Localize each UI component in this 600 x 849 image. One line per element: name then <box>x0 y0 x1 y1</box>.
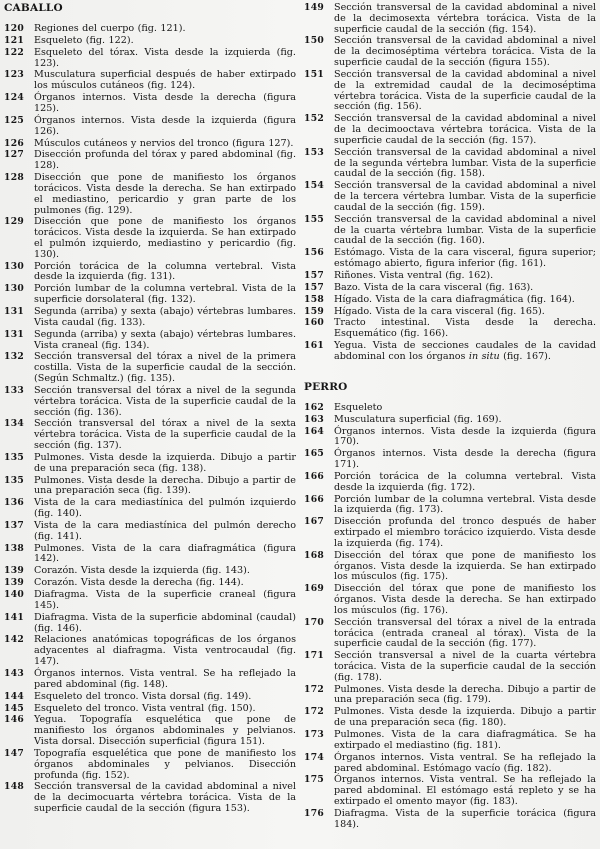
entry-page-number: 165 <box>304 448 325 460</box>
index-entry <box>304 449 596 471</box>
entry-description: Porción lumbar de la columna vertebral. Vista desde la izquierda (fig. 173). <box>334 493 596 516</box>
entry-description: Pulmones. Vista de la cara diafragmática (figura 142). <box>34 542 296 565</box>
entry-page-number: 139 <box>4 577 25 589</box>
index-entry <box>4 749 296 781</box>
entry-description: Órganos internos. Vista desde la izquierda (figura 126). <box>34 114 296 137</box>
entry-description: Musculatura superficial después de haber extirpado los músculos cutáneos (fig. 124). <box>34 69 296 92</box>
index-entry <box>4 635 296 667</box>
entry-description: Esqueleto del tórax. Vista desde la izquierda (fig. 123). <box>34 46 296 69</box>
entry-description: Sección transversal de la cavidad abdominal a nivel de la decimoséptima vértebra torácica. Vista de la superficie caudal de la sección (figura 155). <box>334 35 596 69</box>
entry-page-number: 175 <box>304 774 325 786</box>
index-entry <box>4 613 296 635</box>
entry-description: Disección que pone de manifiesto los órganos torácicos. Vista desde la derecha. Se han extirpado el mediastino, pericardio y gran parte de los pulmones (fig. 129). <box>34 172 296 216</box>
entry-description: Esqueleto del tronco. Vista dorsal (fig. 149). <box>34 690 252 702</box>
index-entry <box>304 707 596 729</box>
entry-page-number: 154 <box>304 180 325 192</box>
entry-page-number: 168 <box>304 549 325 561</box>
entry-description: Porción lumbar de la columna vertebral. Vista de la superficie dorsolateral (fig. 132). <box>34 283 296 306</box>
entry-description: Regiones del cuerpo (fig. 121). <box>34 23 186 34</box>
index-entry <box>4 48 296 70</box>
entry-description: Esqueleto (fig. 122). <box>34 34 134 46</box>
index-entry <box>4 419 296 451</box>
entry-page-number: 143 <box>4 667 25 679</box>
entry-description: Sección transversal del tórax a nivel de la sexta vértebra torácica. Vista de la superficie caudal de la sección (fig. 137). <box>34 418 296 451</box>
entry-page-number: 174 <box>304 751 325 763</box>
index-entry <box>304 70 596 113</box>
index-entry <box>304 3 596 35</box>
entry-description-part: Yegua. Vista de secciones caudales de la cavidad abdominal con los órganos <box>334 340 596 362</box>
index-entry <box>304 427 596 449</box>
index-entry <box>304 341 596 363</box>
entry-page-number: 133 <box>4 384 25 396</box>
entry-page-number: 160 <box>304 317 325 329</box>
entry-description: Sección transversal de la cavidad abdominal a nivel de la decimooctava vértebra torácica. Vista de la superficie caudal de la sección (fig. 157). <box>334 113 596 146</box>
entry-description: Disección que pone de manifiesto los órganos torácicos. Vista desde la izquierda. Se han extirpado el pulmón izquierdo, mediastino y pericardio (fig. 130). <box>34 216 296 260</box>
entry-page-number: 151 <box>304 68 325 80</box>
entry-page-number: 169 <box>304 583 325 595</box>
entry-page-number: 158 <box>304 293 325 305</box>
entry-page-number: 167 <box>304 516 325 528</box>
entry-description: Corazón. Vista desde la derecha (fig. 144). <box>34 577 244 589</box>
perro-entry-list <box>304 403 596 831</box>
entry-page-number: 144 <box>4 690 25 702</box>
right-column <box>304 3 596 832</box>
entry-page-number: 134 <box>4 418 25 430</box>
entry-page-number: 161 <box>304 340 325 352</box>
entry-description: Órganos internos. Vista desde la izquierda (figura 170). <box>334 425 596 448</box>
index-entry <box>304 307 596 318</box>
entry-page-number: 155 <box>304 213 325 225</box>
entry-description: Riñones. Vista ventral (fig. 162). <box>334 269 494 281</box>
entry-page-number: 132 <box>4 351 25 363</box>
entry-description: Esqueleto del tronco. Vista ventral (fig. 150). <box>34 702 256 714</box>
entry-page-number: 135 <box>4 451 25 463</box>
entry-page-number: 148 <box>4 781 25 793</box>
entry-page-number: 166 <box>304 493 325 505</box>
entry-description: Diafragma. Vista de la superficie torácica (figura 184). <box>334 807 596 830</box>
entry-description: Segunda (arriba) y sexta (abajo) vértebras lumbares. Vista caudal (fig. 133). <box>34 306 296 328</box>
entry-description: Sección transversal de la cavidad abdominal a nivel de la tercera vértebra lumbar. Vista de la superficie caudal de la sección (fig. 159). <box>334 180 596 213</box>
entry-page-number: 172 <box>304 706 325 718</box>
entry-page-number: 126 <box>4 137 25 149</box>
index-entry <box>304 753 596 775</box>
entry-description: Disección profunda del tronco después de haber extirpado el miembro torácico izquierdo. Vista desde la izquierda (fig. 174). <box>334 516 596 549</box>
index-entry <box>304 403 596 414</box>
caballo-entry-list-continued <box>304 3 596 363</box>
entry-page-number: 157 <box>304 269 325 281</box>
index-entry <box>4 352 296 384</box>
index-entry <box>304 148 596 180</box>
index-entry <box>4 307 296 329</box>
index-entry <box>4 284 296 306</box>
section-heading-perro: PERRO <box>304 380 348 393</box>
index-entry <box>4 24 296 35</box>
entry-page-number: 141 <box>4 611 25 623</box>
entry-page-number: 163 <box>304 413 325 425</box>
entry-page-number: 139 <box>4 565 25 577</box>
entry-description: Vista de la cara mediastínica del pulmón derecho (fig. 141). <box>34 519 296 542</box>
entry-page-number: 124 <box>4 92 25 104</box>
entry-description: Pulmones. Vista desde la izquierda. Dibujo a partir de una preparación seca (fig. 180). <box>334 706 596 729</box>
index-entry <box>304 415 596 426</box>
index-entry <box>304 495 596 517</box>
index-entry <box>304 517 596 549</box>
entry-page-number: 149 <box>304 2 325 13</box>
entry-description <box>334 341 596 363</box>
entry-description: Estómago. Vista de la cara visceral, figura superior; estómago abierto, figura inferior (fig. 161). <box>334 247 596 269</box>
entry-description: Pulmones. Vista desde la izquierda. Dibujo a partir de una preparación seca (fig. 138). <box>34 451 296 474</box>
entry-description: Esqueleto <box>334 401 383 413</box>
entry-description: Pulmones. Vista de la cara diafragmática. Se ha extirpado el mediastino (fig. 181). <box>334 729 596 751</box>
index-entry <box>304 685 596 707</box>
index-entry <box>4 590 296 612</box>
index-entry <box>304 114 596 146</box>
entry-page-number: 166 <box>304 470 325 482</box>
index-entry <box>4 544 296 566</box>
index-entry <box>4 566 296 577</box>
entry-page-number: 159 <box>304 305 325 317</box>
entry-description: Disección profunda del tórax y pared abdominal (fig. 128). <box>34 149 296 172</box>
entry-page-number: 130 <box>4 283 25 295</box>
index-entry <box>304 584 596 616</box>
entry-page-number: 131 <box>4 306 25 318</box>
section-heading-caballo: CABALLO <box>4 2 63 14</box>
entry-page-number: 123 <box>4 69 25 81</box>
index-entry <box>4 578 296 589</box>
index-entry <box>4 330 296 352</box>
entry-description: Sección transversal del tórax a nivel de la primera costilla. Vista de la superficie caudal de la sección. (Según Schmaltz.) (fig. 135). <box>34 351 296 385</box>
index-entry <box>4 453 296 475</box>
entry-description: Pulmones. Vista desde la derecha. Dibujo a partir de una preparación seca (fig. 179). <box>334 683 596 706</box>
entry-description: Sección transversal a nivel de la cuarta vértebra torácica. Vista de la superficie caudal de la sección (fig. 178). <box>334 650 596 683</box>
entry-page-number: 172 <box>304 683 325 695</box>
entry-description: Vista de la cara mediastínica del pulmón izquierdo (fig. 140). <box>34 497 296 520</box>
index-entry <box>304 36 596 68</box>
index-entry <box>304 651 596 683</box>
index-entry <box>4 262 296 284</box>
entry-page-number: 153 <box>304 146 325 158</box>
entry-page-number: 164 <box>304 425 325 437</box>
entry-description: Porción torácica de la columna vertebral. Vista desde la izquierda (fig. 131). <box>34 260 296 283</box>
entry-description: Topografía esquelética que pone de manifiesto los órganos abdominales y pelvianos. Disección profunda (fig. 152). <box>34 747 296 781</box>
index-entry <box>304 271 596 282</box>
index-entry <box>304 248 596 270</box>
entry-description: Sección transversal del tórax a nivel de la entrada torácica (entrada craneal al tórax). Vista de la superficie caudal de la sección (fig. 177). <box>334 616 596 650</box>
index-entry <box>304 318 596 340</box>
entry-description: Órganos internos. Vista ventral. Se ha reflejado la pared abdominal. Estómago vacío (fig. 182). <box>334 751 596 774</box>
entry-page-number: 146 <box>4 714 25 726</box>
entry-page-number: 176 <box>304 807 325 819</box>
entry-page-number: 128 <box>4 172 25 184</box>
index-entry <box>304 551 596 583</box>
entry-description: Hígado. Vista de la cara visceral (fig. 165). <box>334 305 545 317</box>
index-entry <box>4 93 296 115</box>
index-entry <box>4 386 296 418</box>
index-entry <box>4 476 296 498</box>
index-entry <box>4 669 296 691</box>
index-entry <box>4 217 296 260</box>
index-entry <box>4 36 296 47</box>
entry-page-number: 173 <box>304 729 325 741</box>
index-entry <box>4 116 296 138</box>
entry-description: Órganos internos. Vista desde la derecha (figura 125). <box>34 92 296 114</box>
entry-page-number: 127 <box>4 149 25 161</box>
index-entry <box>304 730 596 752</box>
entry-description: Yegua. Topografía esquelética que pone de manifiesto los órganos abdominales y pelvianos. Vista dorsal. Disección superficial (figura 151). <box>34 714 296 748</box>
entry-description: Hígado. Vista de la cara diafragmática (fig. 164). <box>334 293 575 305</box>
entry-description: Disección del tórax que pone de manifiesto los órganos. Vista desde la izquierda. Se han extirpado los músculos (fig. 175). <box>334 549 596 583</box>
entry-description: Sección transversal de la cavidad abdominal a nivel de la decimocuarta vértebra torácica. Vista de la superficie caudal de la sección (figura 153). <box>34 781 296 814</box>
index-entry <box>304 775 596 807</box>
entry-description: Órganos internos. Vista ventral. Se ha reflejado la pared abdominal. El estómago está repleto y se ha extirpado el omento mayor (fig. 183). <box>334 774 596 808</box>
index-entry <box>304 215 596 247</box>
entry-description: Músculos cutáneos y nervios del tronco (figura 127). <box>34 137 294 149</box>
entry-page-number: 171 <box>304 650 325 662</box>
entry-page-number: 137 <box>4 519 25 531</box>
entry-description: Sección transversal de la cavidad abdominal a nivel de la cuarta vértebra lumbar. Vista de la superficie caudal de la sección (fig. 160). <box>334 213 596 247</box>
entry-page-number: 120 <box>4 23 25 34</box>
index-entry <box>4 521 296 543</box>
entry-page-number: 125 <box>4 114 25 126</box>
entry-description: Corazón. Vista desde la izquierda (fig. 143). <box>34 565 250 577</box>
entry-description: Pulmones. Vista desde la derecha. Dibujo a partir de una preparación seca (fig. 139). <box>34 474 296 497</box>
entry-description: Diafragma. Vista de la superficie abdominal (caudal) (fig. 146). <box>34 611 296 634</box>
index-entry <box>4 782 296 814</box>
entry-description-italic: in situ <box>468 350 500 362</box>
entry-page-number: 150 <box>304 35 325 47</box>
entry-description: Sección transversal de la cavidad abdominal a nivel de la extremidad caudal de la decimoséptima vértebra torácica. Vista de la superficie caudal de la sección (fig. 156). <box>334 68 596 113</box>
entry-page-number: 140 <box>4 589 25 601</box>
index-entry <box>304 472 596 494</box>
index-entry <box>4 715 296 747</box>
entry-page-number: 131 <box>4 328 25 340</box>
index-entry <box>304 181 596 213</box>
entry-description: Relaciones anatómicas topográficas de los órganos adyacentes al diafragma. Vista ventrocaudal (fig. 147). <box>34 634 296 668</box>
entry-description: Disección del tórax que pone de manifiesto los órganos. Vista desde la derecha. Se han extirpado los músculos (fig. 176). <box>334 583 596 616</box>
index-entry <box>4 498 296 520</box>
entry-description: Sección transversal de la cavidad abdominal a nivel de la segunda vértebra lumbar. Vista de la superficie caudal de la sección (fig. 158). <box>334 146 596 180</box>
entry-page-number: 170 <box>304 616 325 628</box>
entry-description: Tracto intestinal. Vista desde la derecha. Esquemático (fig. 166). <box>334 317 596 340</box>
entry-description: Órganos internos. Vista desde la derecha (figura 171). <box>334 448 596 470</box>
entry-page-number: 129 <box>4 216 25 228</box>
entry-page-number: 122 <box>4 46 25 58</box>
entry-page-number: 157 <box>304 281 325 293</box>
index-entry <box>304 283 596 294</box>
entry-page-number: 145 <box>4 702 25 714</box>
entry-description: Porción torácica de la columna vertebral. Vista desde la izquierda (fig. 172). <box>334 470 596 493</box>
index-entry <box>4 692 296 703</box>
entry-description: Sección transversal de la cavidad abdominal a nivel de la decimosexta vértebra torácica. Vista de la superficie caudal de la sección (fig. 154). <box>334 2 596 35</box>
entry-description: Musculatura superficial (fig. 169). <box>334 413 502 425</box>
entry-description-part: (fig. 167). <box>499 350 551 362</box>
caballo-entry-list <box>4 24 296 815</box>
index-entry <box>4 704 296 715</box>
entry-description: Órganos internos. Vista ventral. Se ha reflejado la pared abdominal (fig. 148). <box>34 667 296 690</box>
entry-page-number: 142 <box>4 634 25 646</box>
left-column <box>4 2 296 816</box>
entry-page-number: 135 <box>4 474 25 486</box>
index-entry <box>304 295 596 306</box>
entry-description: Sección transversal del tórax a nivel de la segunda vértebra torácica. Vista de la superficie caudal de la sección (fig. 136). <box>34 384 296 418</box>
entry-page-number: 147 <box>4 747 25 759</box>
entry-page-number: 121 <box>4 34 25 46</box>
entry-page-number: 152 <box>304 113 325 125</box>
index-entry <box>4 139 296 150</box>
entry-description: Segunda (arriba) y sexta (abajo) vértebras lumbares. Vista craneal (fig. 134). <box>34 328 296 351</box>
entry-description: Bazo. Vista de la cara visceral (fig. 163). <box>334 281 534 293</box>
index-entry <box>304 618 596 650</box>
entry-page-number: 138 <box>4 542 25 554</box>
index-entry <box>4 173 296 216</box>
index-entry <box>4 150 296 172</box>
entry-page-number: 156 <box>304 247 325 259</box>
entry-page-number: 162 <box>304 401 325 413</box>
entry-description: Diafragma. Vista de la superficie craneal (figura 145). <box>34 589 296 611</box>
index-entry <box>4 70 296 92</box>
index-entry <box>304 809 596 831</box>
entry-page-number: 136 <box>4 497 25 509</box>
entry-page-number: 130 <box>4 260 25 272</box>
